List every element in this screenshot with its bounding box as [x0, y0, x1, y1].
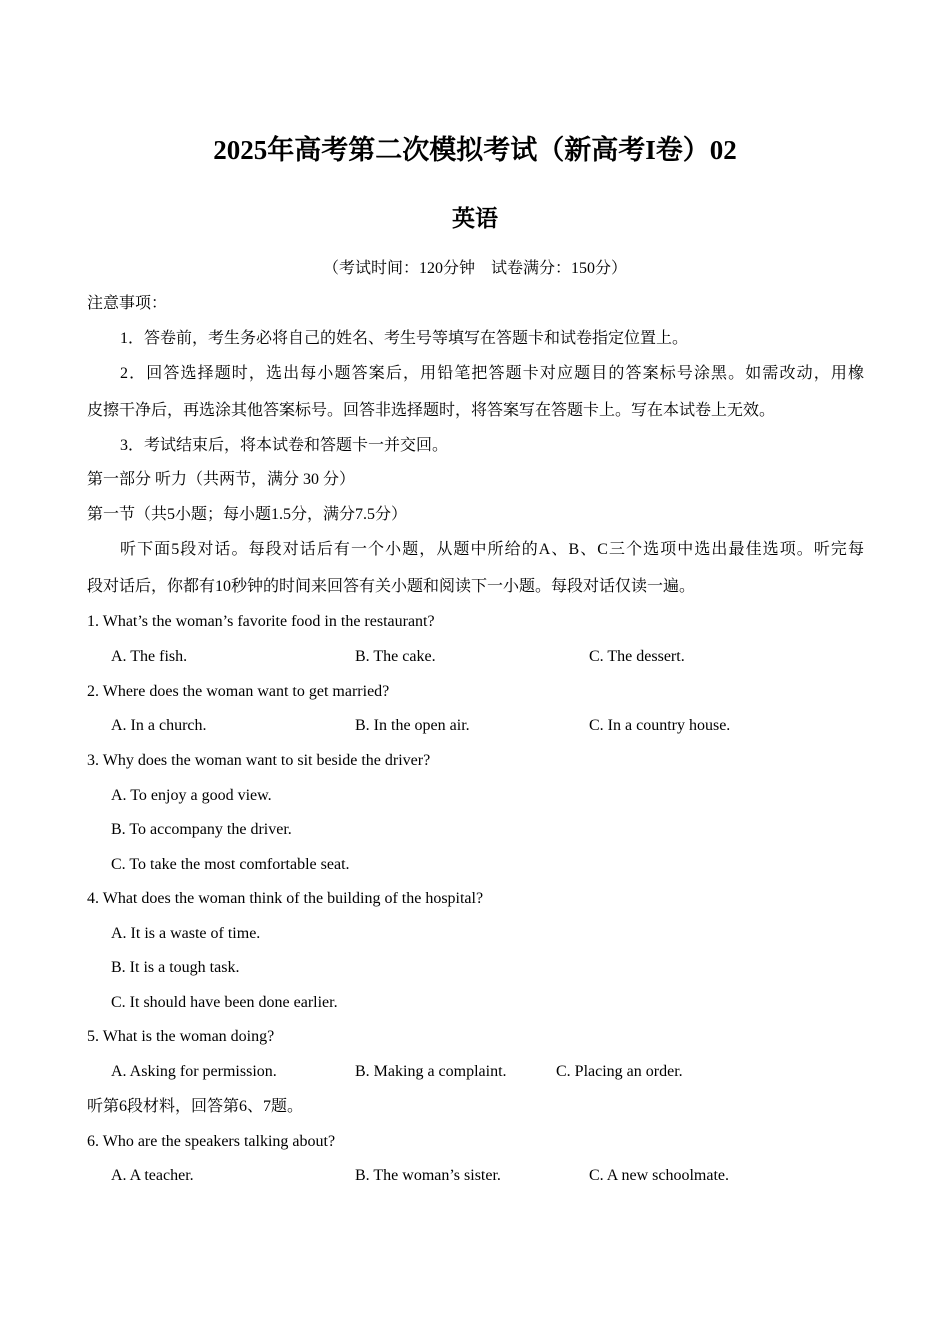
question-4-stem: 4. What does the woman think of the building of the hospital? [87, 890, 484, 907]
section1-heading: 第一节（共5小题；每小题1.5分，满分7.5分） [87, 506, 408, 523]
question-2-stem: 2. Where does the woman want to get married? [87, 683, 390, 700]
question-6-option-b: B. The woman’s sister. [355, 1167, 501, 1184]
question-3-option-b: B. To accompany the driver. [111, 821, 292, 838]
question-6-stem: 6. Who are the speakers talking about? [87, 1133, 336, 1150]
subject-title: 英语 [452, 206, 498, 231]
question-4-option-c: C. It should have been done earlier. [111, 994, 338, 1011]
question-3-option-c: C. To take the most comfortable seat. [111, 856, 350, 873]
question-5-stem: 5. What is the woman doing? [87, 1028, 275, 1045]
question-1-option-a: A. The fish. [111, 648, 188, 665]
question-2-option-c: C. In a country house. [589, 717, 731, 734]
part1-heading: 第一部分 听力（共两节，满分 30 分） [87, 471, 356, 488]
question-6-option-a: A. A teacher. [111, 1167, 194, 1184]
exam-info: （考试时间：120分钟 试卷满分：150分） [322, 260, 627, 277]
notice-item-2-line-2: 皮擦干净后，再选涂其他答案标号。回答非选择题时，将答案写在答题卡上。写在本试卷上无效。 [87, 402, 776, 419]
question-4-option-a: A. It is a waste of time. [111, 925, 261, 942]
question-2-option-a: A. In a church. [111, 717, 207, 734]
instruction-line-1: 听下面5段对话。每段对话后有一个小题，从题中所给的A、B、C三个选项中选出最佳选项。听完每 [120, 541, 864, 558]
notice-item-3: 3．考试结束后，将本试卷和答题卡一并交回。 [120, 437, 449, 454]
notice-item-2-line-1: 2．回答选择题时，选出每小题答案后，用铅笔把答题卡对应题目的答案标号涂黑。如需改动，用橡 [120, 365, 864, 382]
question-5-option-c: C. Placing an order. [556, 1063, 683, 1080]
question-3-option-a: A. To enjoy a good view. [111, 787, 272, 804]
question-1-option-b: B. The cake. [355, 648, 436, 665]
question-2-option-b: B. In the open air. [355, 717, 470, 734]
question-4-option-b: B. It is a tough task. [111, 959, 240, 976]
notice-heading: 注意事项： [87, 295, 168, 312]
question-3-stem: 3. Why does the woman want to sit beside the driver? [87, 752, 431, 769]
question-5-option-a: A. Asking for permission. [111, 1063, 277, 1080]
instruction-line-2: 段对话后，你都有10秒钟的时间来回答有关小题和阅读下一小题。每段对话仅读一遍。 [87, 578, 696, 595]
question-1-stem: 1. What’s the woman’s favorite food in the restaurant? [87, 613, 435, 630]
exam-title: 2025年高考第二次模拟考试（新高考I卷）02 [213, 135, 737, 165]
notice-item-1: 1．答卷前，考生务必将自己的姓名、考生号等填写在答题卡和试卷指定位置上。 [120, 330, 689, 347]
question-5-option-b: B. Making a complaint. [355, 1063, 507, 1080]
material-6-note: 听第6段材料，回答第6、7题。 [87, 1098, 304, 1115]
question-1-option-c: C. The dessert. [589, 648, 685, 665]
question-6-option-c: C. A new schoolmate. [589, 1167, 729, 1184]
